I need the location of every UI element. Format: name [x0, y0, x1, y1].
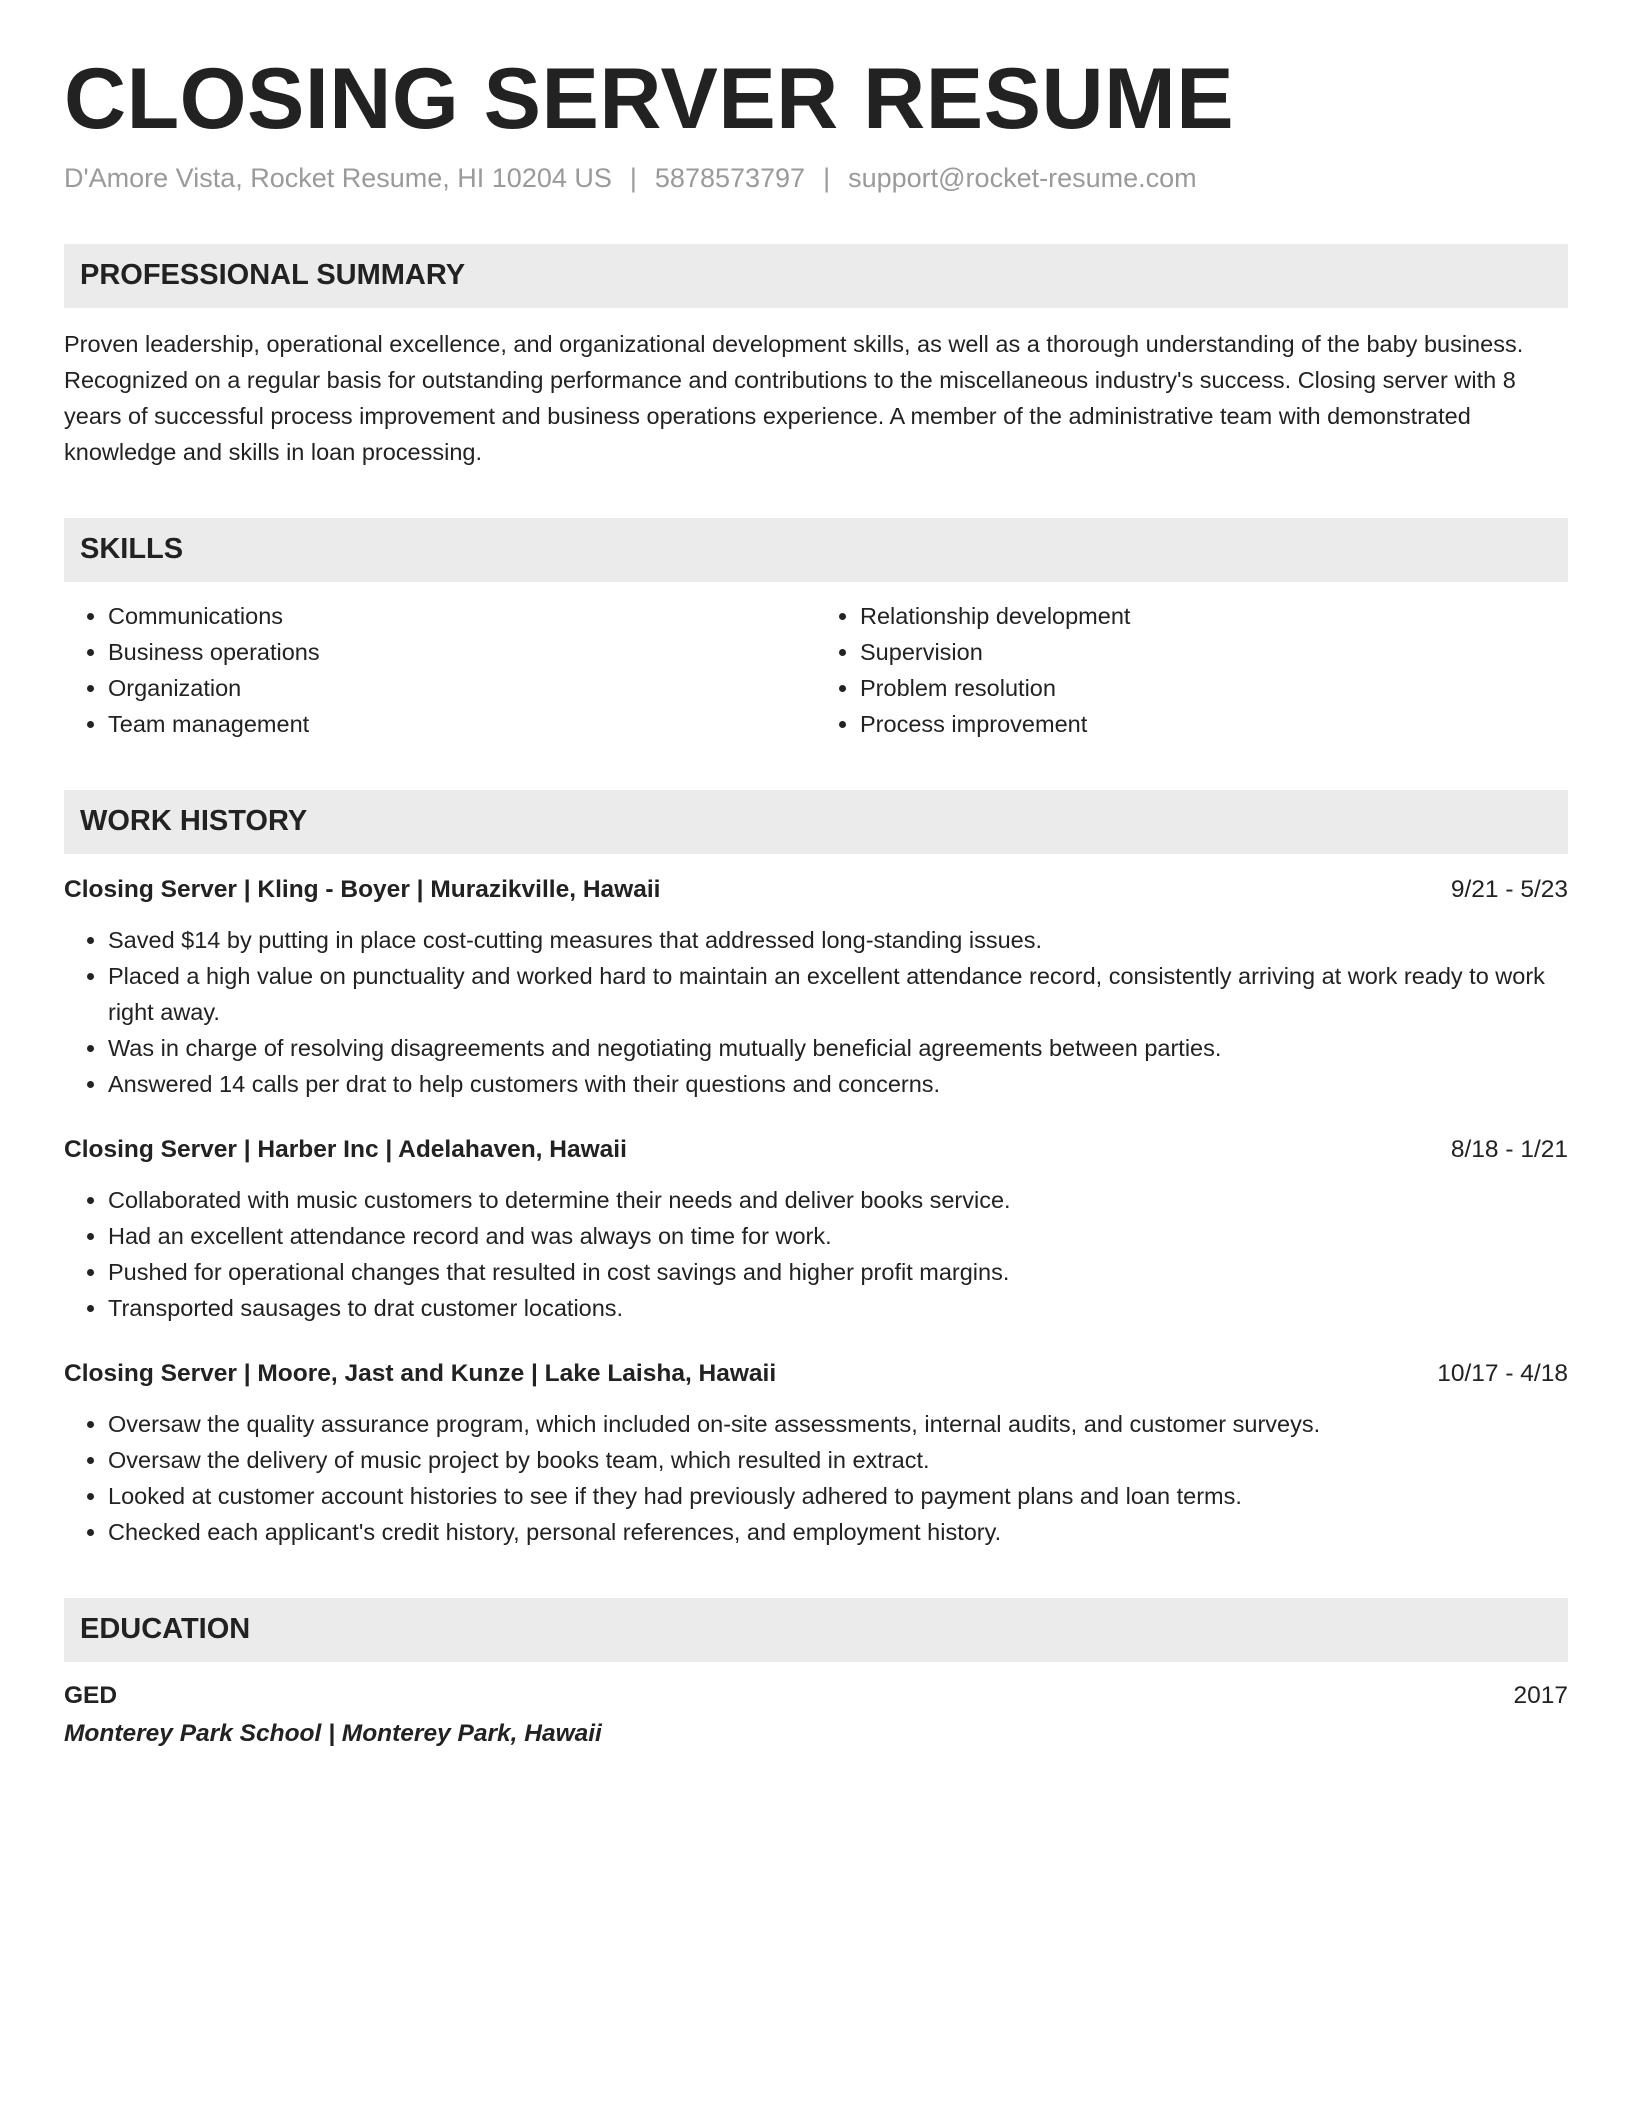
job-bullet: • Transported sausages to drat customer locations.: [108, 1290, 1568, 1326]
skill-item: • Team management: [108, 706, 816, 742]
education-header: [64, 1678, 1568, 1714]
job-bullet: • Saved $14 by putting in place cost-cutting measures that addressed long-standing issues.: [108, 922, 1568, 958]
job-bullet: • Looked at customer account histories to see if they had previously adhered to payment plans and loan terms.: [108, 1478, 1568, 1514]
job-bullet: • Oversaw the delivery of music project by books team, which resulted in extract.: [108, 1442, 1568, 1478]
job-dates: 9/21 - 5/23: [1450, 875, 1568, 903]
skill-item: • Relationship development: [860, 598, 1568, 634]
job-dates: 10/17 - 4/18: [1437, 1359, 1568, 1387]
job-entry: [64, 1132, 1568, 1326]
job-bullet: • Answered 14 calls per drat to help customers with their questions and concerns.: [108, 1066, 1568, 1102]
contact-address: D'Amore Vista, Rocket Resume, HI 10204 US: [64, 162, 612, 193]
skills-column-left: [64, 598, 816, 742]
job-dates: 8/18 - 1/21: [1450, 1135, 1568, 1163]
contact-separator: |: [629, 162, 637, 193]
skill-item: • Communications: [108, 598, 816, 634]
contact-line: [64, 161, 1568, 196]
job-bullets: [64, 1182, 1568, 1326]
education-school: Monterey Park School | Monterey Park, Hawaii: [64, 1719, 602, 1747]
job-bullet: • Was in charge of resolving disagreements and negotiating mutually beneficial agreements between parties.: [108, 1030, 1568, 1066]
skill-item: • Organization: [108, 670, 816, 706]
education-degree: GED: [64, 1681, 118, 1709]
section-heading-education: EDUCATION: [64, 1598, 1568, 1662]
education-entry: [64, 1678, 1568, 1752]
job-entry: [64, 872, 1568, 1102]
skills-list: [64, 598, 1568, 742]
skills-column-right: [816, 598, 1568, 742]
job-bullets: [64, 922, 1568, 1102]
section-heading-skills: SKILLS: [64, 518, 1568, 582]
job-bullet: • Collaborated with music customers to determine their needs and deliver books service.: [108, 1182, 1568, 1218]
job-title: Closing Server | Moore, Jast and Kunze | Lake Laisha, Hawaii: [64, 1359, 777, 1387]
contact-phone: 5878573797: [654, 162, 806, 193]
skill-item: • Supervision: [860, 634, 1568, 670]
job-bullet: • Had an excellent attendance record and was always on time for work.: [108, 1218, 1568, 1254]
skill-item: • Problem resolution: [860, 670, 1568, 706]
section-heading-summary: PROFESSIONAL SUMMARY: [64, 244, 1568, 308]
job-bullets: [64, 1406, 1568, 1550]
resume-title: CLOSING SERVER RESUME: [64, 51, 1235, 147]
job-bullet: • Placed a high value on punctuality and worked hard to maintain an excellent attendance record, consistently arriving at work ready to work right away.: [108, 958, 1568, 1030]
job-title: Closing Server | Harber Inc | Adelahaven, Hawaii: [64, 1135, 627, 1163]
job-header: [64, 1132, 1568, 1168]
education-year: 2017: [1513, 1681, 1568, 1709]
job-bullet: • Oversaw the quality assurance program, which included on-site assessments, internal audits, and customer surveys.: [108, 1406, 1568, 1442]
job-entry: [64, 1356, 1568, 1550]
section-heading-work-history: WORK HISTORY: [64, 790, 1568, 854]
job-title: Closing Server | Kling - Boyer | Murazikville, Hawaii: [64, 875, 661, 903]
job-bullet: • Pushed for operational changes that resulted in cost savings and higher profit margins.: [108, 1254, 1568, 1290]
job-bullet: • Checked each applicant's credit history, personal references, and employment history.: [108, 1514, 1568, 1550]
skill-item: • Process improvement: [860, 706, 1568, 742]
summary-text: Proven leadership, operational excellence, and organizational development skills, as well as a thorough understanding of the baby business. Recognized on a regular basis for outstanding performance and contributions to the miscellaneous industry's success. Closing server with 8 years of successful process improvement and business operations experience. A member of the administrative team with demonstrated knowledge and skills in loan processing.: [64, 330, 1524, 465]
contact-separator: |: [823, 162, 831, 193]
job-header: [64, 872, 1568, 908]
job-header: [64, 1356, 1568, 1392]
skill-item: • Business operations: [108, 634, 816, 670]
contact-email: support@rocket-resume.com: [848, 162, 1197, 193]
